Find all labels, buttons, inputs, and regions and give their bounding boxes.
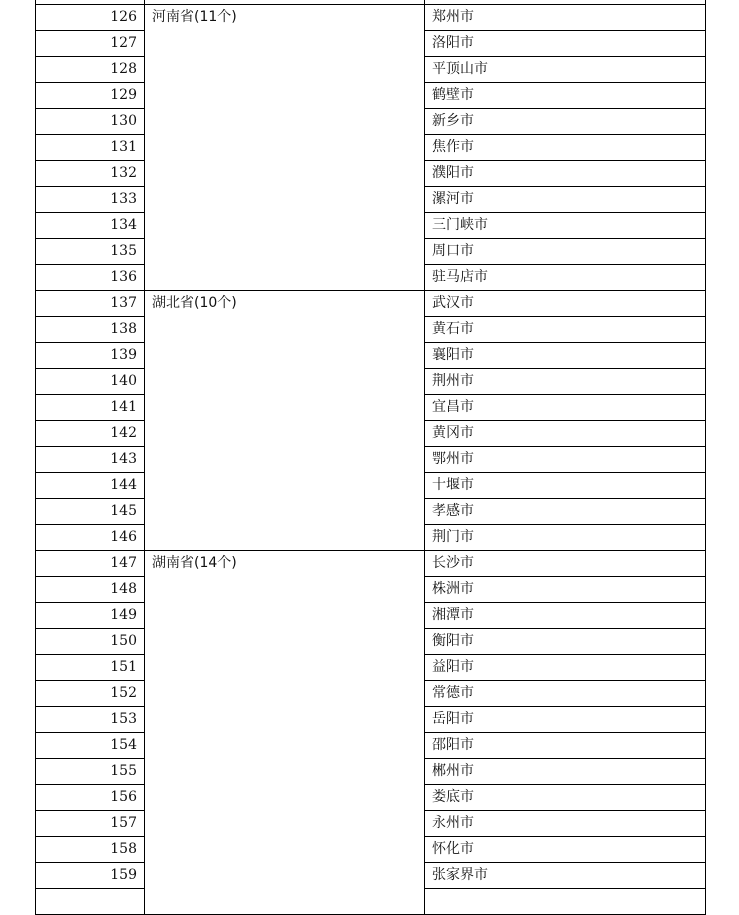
city-cell: 洛阳市 xyxy=(425,31,706,57)
city-cell: 漯河市 xyxy=(425,187,706,213)
row-number-cell: 139 xyxy=(36,343,145,369)
city-cell: 焦作市 xyxy=(425,135,706,161)
row-number-cell: 156 xyxy=(36,785,145,811)
city-cell: 张家界市 xyxy=(425,863,706,889)
city-cell: 宜昌市 xyxy=(425,395,706,421)
table-body xyxy=(36,0,706,915)
city-cell: 三门峡市 xyxy=(425,213,706,239)
province-cell: 湖南省(14个) xyxy=(145,551,425,915)
row-number-cell: 153 xyxy=(36,707,145,733)
city-cell: 黄冈市 xyxy=(425,421,706,447)
city-cell: 新乡市 xyxy=(425,109,706,135)
row-number-cell: 143 xyxy=(36,447,145,473)
row-number-cell: 152 xyxy=(36,681,145,707)
row-number-cell: 147 xyxy=(36,551,145,577)
city-cell: 怀化市 xyxy=(425,837,706,863)
city-cell: 孝感市 xyxy=(425,499,706,525)
city-cell: 邵阳市 xyxy=(425,733,706,759)
city-cell: 鹤壁市 xyxy=(425,83,706,109)
row-number-cell: 146 xyxy=(36,525,145,551)
city-cell: 襄阳市 xyxy=(425,343,706,369)
row-number-cell: 138 xyxy=(36,317,145,343)
city-cell: 郴州市 xyxy=(425,759,706,785)
city-cell: 常德市 xyxy=(425,681,706,707)
row-number-cell: 148 xyxy=(36,577,145,603)
city-cell: 益阳市 xyxy=(425,655,706,681)
row-number-cell xyxy=(36,889,145,915)
city-cell: 荆州市 xyxy=(425,369,706,395)
row-number-cell: 140 xyxy=(36,369,145,395)
city-cell: 株洲市 xyxy=(425,577,706,603)
row-number-cell: 128 xyxy=(36,57,145,83)
row-number-cell: 150 xyxy=(36,629,145,655)
city-cell: 湘潭市 xyxy=(425,603,706,629)
row-number-cell: 136 xyxy=(36,265,145,291)
city-cell xyxy=(425,889,706,915)
city-cell: 鄂州市 xyxy=(425,447,706,473)
row-number-cell: 141 xyxy=(36,395,145,421)
row-number-cell: 144 xyxy=(36,473,145,499)
city-cell: 周口市 xyxy=(425,239,706,265)
row-number-cell: 158 xyxy=(36,837,145,863)
row-number-cell: 135 xyxy=(36,239,145,265)
table-row xyxy=(36,551,706,577)
row-number-cell: 145 xyxy=(36,499,145,525)
row-number-cell: 130 xyxy=(36,109,145,135)
row-number-cell: 126 xyxy=(36,5,145,31)
city-cell: 娄底市 xyxy=(425,785,706,811)
city-cell: 黄石市 xyxy=(425,317,706,343)
table-row xyxy=(36,5,706,31)
row-number-cell: 142 xyxy=(36,421,145,447)
city-list-table xyxy=(35,0,706,915)
city-cell: 郑州市 xyxy=(425,5,706,31)
city-cell: 永州市 xyxy=(425,811,706,837)
city-cell: 平顶山市 xyxy=(425,57,706,83)
row-number-cell: 151 xyxy=(36,655,145,681)
row-number-cell: 159 xyxy=(36,863,145,889)
city-cell: 长沙市 xyxy=(425,551,706,577)
row-number-cell: 154 xyxy=(36,733,145,759)
row-number-cell: 129 xyxy=(36,83,145,109)
province-cell: 河南省(11个) xyxy=(145,5,425,291)
row-number-cell: 132 xyxy=(36,161,145,187)
row-number-cell: 137 xyxy=(36,291,145,317)
province-cell: 湖北省(10个) xyxy=(145,291,425,551)
row-number-cell: 131 xyxy=(36,135,145,161)
row-number-cell: 127 xyxy=(36,31,145,57)
city-cell: 驻马店市 xyxy=(425,265,706,291)
city-cell: 荆门市 xyxy=(425,525,706,551)
row-number-cell: 134 xyxy=(36,213,145,239)
city-cell: 十堰市 xyxy=(425,473,706,499)
city-cell: 岳阳市 xyxy=(425,707,706,733)
row-number-cell: 157 xyxy=(36,811,145,837)
city-cell: 衡阳市 xyxy=(425,629,706,655)
row-number-cell: 155 xyxy=(36,759,145,785)
city-cell: 武汉市 xyxy=(425,291,706,317)
row-number-cell: 149 xyxy=(36,603,145,629)
table-row xyxy=(36,291,706,317)
row-number-cell: 133 xyxy=(36,187,145,213)
city-cell: 濮阳市 xyxy=(425,161,706,187)
